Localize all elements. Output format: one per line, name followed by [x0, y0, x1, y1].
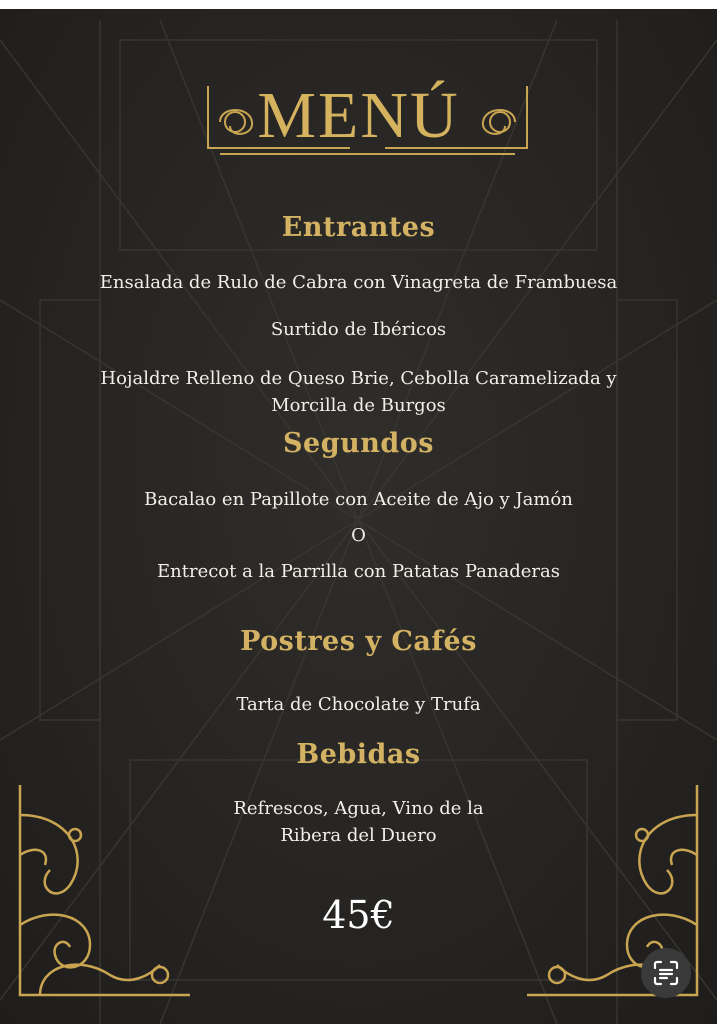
section-heading-segundos: Segundos [283, 428, 434, 459]
menu-item: Entrecot a la Parrilla con Patatas Panaderas [157, 561, 560, 582]
menu-item: Ribera del Duero [280, 825, 437, 846]
menu-item: Bacalao en Papillote con Aceite de Ajo y Jamón [144, 489, 573, 510]
menu-item: Ensalada de Rulo de Cabra con Vinagreta de Frambuesa [99, 272, 618, 293]
section-heading-bebidas: Bebidas [296, 739, 421, 770]
section-heading-entrantes: Entrantes [281, 212, 436, 243]
menu-item: Hojaldre Relleno de Queso Brie, Cebolla Caramelizada y [100, 368, 617, 389]
menu-item: Surtido de Ibéricos [270, 319, 447, 340]
text-scan-button[interactable] [641, 948, 691, 998]
text-scan-icon [651, 958, 681, 988]
menu-item: Refrescos, Agua, Vino de la [233, 798, 484, 819]
menu-item-separator: O [351, 525, 366, 546]
section-heading-postres: Postres y Cafés [240, 626, 477, 657]
menu-item: Tarta de Chocolate y Trufa [236, 694, 481, 715]
menu-title: MENÚ [257, 79, 460, 152]
bottom-left-flourish-icon [10, 775, 200, 1015]
menu-item: Morcilla de Burgos [271, 395, 446, 416]
menu-price: 45€ [322, 893, 395, 937]
